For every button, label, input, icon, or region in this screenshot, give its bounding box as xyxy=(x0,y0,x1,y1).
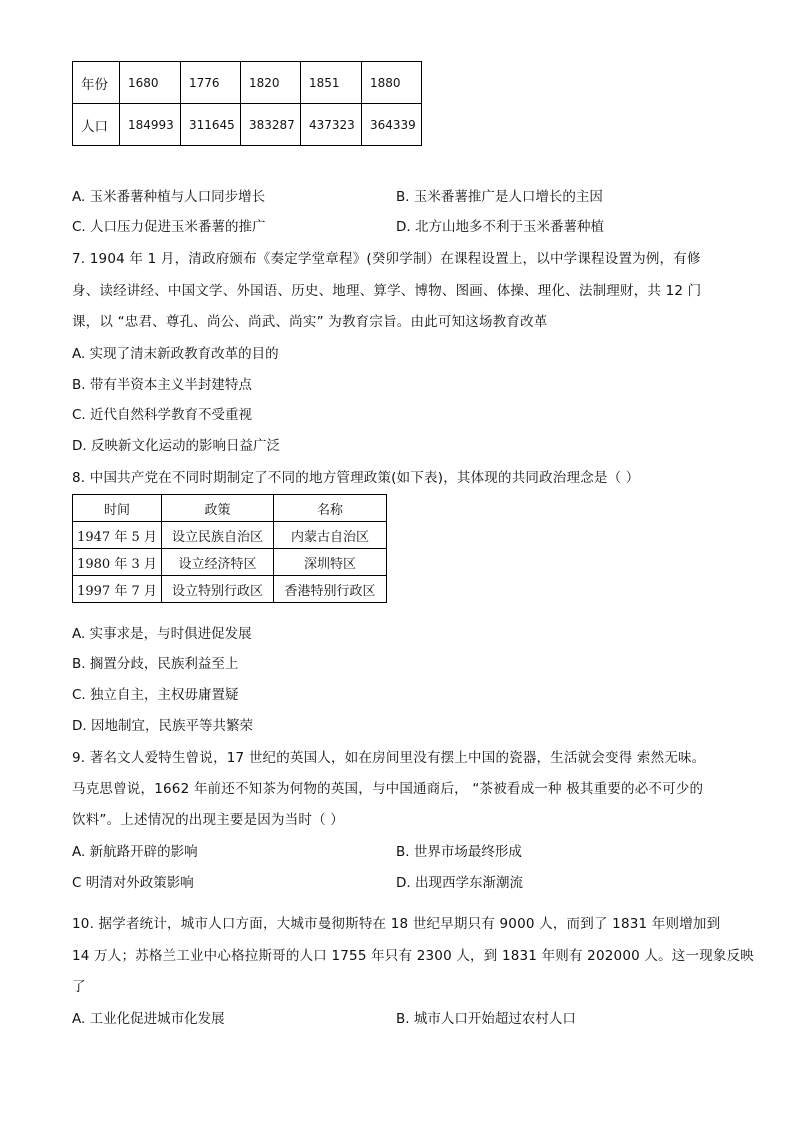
q9-option-c: C 明清对外政策影响 xyxy=(72,875,194,891)
q7-option-c: C. 近代自然科学教育不受重视 xyxy=(72,407,253,423)
q10-option-b: B. 城市人口开始超过农村人口 xyxy=(396,1011,576,1027)
table-cell: 1776 xyxy=(181,62,241,104)
q9-stem-line-3: 饮料”。上述情况的出现主要是因为当时（ ） xyxy=(72,812,344,828)
table-header-cell: 时间 xyxy=(73,495,162,522)
table-cell: 设立民族自治区 xyxy=(162,522,274,549)
table-header-cell: 人口 xyxy=(73,104,120,146)
table-header-cell: 名称 xyxy=(274,495,387,522)
q9-option-a: A. 新航路开辟的影响 xyxy=(72,844,198,860)
q7-stem-line-2: 身、读经讲经、中国文学、外国语、历史、地理、算学、博物、图画、体操、理化、法制理财，共 12 门 xyxy=(72,283,702,299)
table-cell: 311645 xyxy=(181,104,241,146)
table-cell: 1947 年 5 月 xyxy=(73,522,162,549)
q6-option-a: A. 玉米番薯种植与人口同步增长 xyxy=(72,189,266,205)
table-row xyxy=(73,62,422,104)
q7-option-b: B. 带有半资本主义半封建特点 xyxy=(72,377,252,393)
q10-stem-line-1: 10. 据学者统计，城市人口方面，大城市曼彻斯特在 18 世纪早期只有 9000 人，而到了 1831 年则增加到 xyxy=(72,916,721,932)
policy-table xyxy=(72,494,387,603)
table-cell: 364339 xyxy=(362,104,422,146)
population-table xyxy=(72,61,422,146)
q10-stem-line-3: 了 xyxy=(72,979,86,995)
table-row xyxy=(73,576,387,603)
table-cell: 1851 xyxy=(301,62,362,104)
table-cell: 1980 年 3 月 xyxy=(73,549,162,576)
q8-option-a: A. 实事求是，与时俱进促发展 xyxy=(72,626,252,642)
q7-option-d: D. 反映新文化运动的影响日益广泛 xyxy=(72,438,280,454)
q8-option-b: B. 搁置分歧，民族利益至上 xyxy=(72,656,239,672)
table-cell: 1880 xyxy=(362,62,422,104)
table-cell: 1820 xyxy=(241,62,301,104)
q8-option-d: D. 因地制宜，民族平等共繁荣 xyxy=(72,718,253,734)
q8-option-c: C. 独立自主，主权毋庸置疑 xyxy=(72,687,239,703)
table-cell: 设立特别行政区 xyxy=(162,576,274,603)
q9-option-b: B. 世界市场最终形成 xyxy=(396,844,522,860)
table-cell: 设立经济特区 xyxy=(162,549,274,576)
table-row xyxy=(73,522,387,549)
q10-option-a: A. 工业化促进城市化发展 xyxy=(72,1011,225,1027)
q9-stem-line-2: 马克思曾说，1662 年前还不知茶为何物的英国，与中国通商后， “茶被看成一种 极其重要的必不可少的 xyxy=(72,781,704,797)
table-header-row xyxy=(73,495,387,522)
table-cell: 1680 xyxy=(120,62,181,104)
q10-stem-line-2: 14 万人；苏格兰工业中心格拉斯哥的人口 1755 年只有 2300 人，到 1831 年则有 202000 人。这一现象反映 xyxy=(72,948,755,964)
q8-stem: 8. 中国共产党在不同时期制定了不同的地方管理政策(如下表)，其体现的共同政治理念是（ ） xyxy=(72,470,640,486)
table-header-cell: 政策 xyxy=(162,495,274,522)
q6-option-d: D. 北方山地多不利于玉米番薯种植 xyxy=(396,219,604,235)
table-cell: 深圳特区 xyxy=(274,549,387,576)
table-cell: 1997 年 7 月 xyxy=(73,576,162,603)
table-cell: 437323 xyxy=(301,104,362,146)
q6-option-b: B. 玉米番薯推广是人口增长的主因 xyxy=(396,189,603,205)
table-header-cell: 年份 xyxy=(73,62,120,104)
q7-option-a: A. 实现了清末新政教育改革的目的 xyxy=(72,346,279,362)
table-cell: 内蒙古自治区 xyxy=(274,522,387,549)
table-cell: 香港特别行政区 xyxy=(274,576,387,603)
table-row xyxy=(73,104,422,146)
table-row xyxy=(73,549,387,576)
q7-stem-line-3: 课，以 “忠君、尊孔、尚公、尚武、尚实” 为教育宗旨。由此可知这场教育改革 xyxy=(72,314,548,330)
q6-option-c: C. 人口压力促进玉米番薯的推广 xyxy=(72,219,266,235)
table-cell: 383287 xyxy=(241,104,301,146)
q7-stem-line-1: 7. 1904 年 1 月，清政府颁布《奏定学堂章程》(癸卯学制）在课程设置上，以中学课程设置为例，有修 xyxy=(72,251,701,267)
table-cell: 184993 xyxy=(120,104,181,146)
q9-stem-line-1: 9. 著名文人爱特生曾说，17 世纪的英国人，如在房间里没有摆上中国的瓷器，生活就会变得 索然无味。 xyxy=(72,750,706,766)
q9-option-d: D. 出现西学东渐潮流 xyxy=(396,875,523,891)
